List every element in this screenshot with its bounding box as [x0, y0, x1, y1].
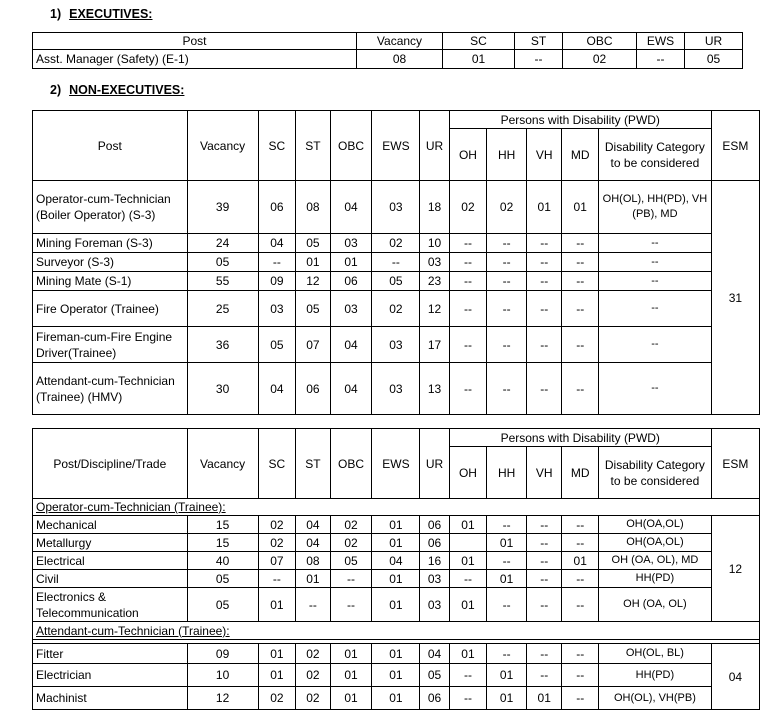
non-executives-heading-text: NON-EXECUTIVES: — [69, 83, 185, 97]
col-header: UR — [685, 33, 743, 50]
cell: -- — [562, 570, 599, 588]
disability-cell: -- — [599, 291, 712, 327]
cell: 05 — [330, 552, 372, 570]
post-cell: Surveyor (S-3) — [33, 253, 188, 272]
cell: -- — [562, 687, 599, 710]
col-header-esm: ESM — [711, 429, 759, 499]
table-row — [33, 644, 760, 664]
cell: 05 — [187, 253, 258, 272]
cell: 12 — [296, 272, 330, 291]
cell: 01 — [449, 516, 487, 534]
disability-cell: OH (OA, OL) — [599, 588, 712, 622]
cell: -- — [449, 687, 487, 710]
post-cell: Mining Mate (S-1) — [33, 272, 188, 291]
cell: -- — [487, 644, 527, 664]
cell: 02 — [563, 50, 637, 69]
cell: -- — [526, 534, 562, 552]
cell: -- — [258, 253, 296, 272]
esm-cell: 04 — [711, 644, 759, 710]
col-header: SC — [443, 33, 515, 50]
cell: 03 — [372, 327, 420, 363]
cell: -- — [487, 552, 527, 570]
cell: 39 — [187, 181, 258, 234]
disability-cell: -- — [599, 253, 712, 272]
table-row — [33, 570, 760, 588]
cell: 02 — [330, 534, 372, 552]
non-executives-table-2 — [32, 428, 760, 710]
cell: 01 — [449, 588, 487, 622]
cell: 06 — [420, 534, 449, 552]
cell: 01 — [372, 570, 420, 588]
cell: -- — [487, 588, 527, 622]
cell — [449, 534, 487, 552]
cell: -- — [526, 664, 562, 687]
col-header-obc: OBC — [330, 111, 372, 181]
cell: -- — [487, 327, 527, 363]
cell: 01 — [487, 534, 527, 552]
cell: 06 — [296, 363, 330, 415]
cell: 04 — [420, 644, 449, 664]
cell: -- — [526, 327, 562, 363]
cell: -- — [562, 516, 599, 534]
cell: -- — [449, 664, 487, 687]
executives-heading — [50, 7, 152, 21]
cell: -- — [562, 272, 599, 291]
cell: 18 — [420, 181, 449, 234]
cell: -- — [449, 291, 487, 327]
post-cell: Mechanical — [33, 516, 188, 534]
table-row — [33, 181, 760, 234]
cell: 55 — [187, 272, 258, 291]
cell: 06 — [420, 516, 449, 534]
col-header: OBC — [563, 33, 637, 50]
esm-cell: 12 — [711, 516, 759, 622]
cell: -- — [487, 291, 527, 327]
cell: -- — [449, 363, 487, 415]
cell: -- — [258, 570, 296, 588]
table-row — [33, 534, 760, 552]
cell: 03 — [420, 253, 449, 272]
table-row — [33, 272, 760, 291]
cell: 04 — [296, 516, 330, 534]
cell: -- — [526, 644, 562, 664]
table-row — [33, 253, 760, 272]
col-header-hh: HH — [487, 129, 527, 181]
cell: -- — [487, 516, 527, 534]
col-header-vh: VH — [526, 129, 562, 181]
cell: -- — [449, 234, 487, 253]
cell: 08 — [296, 552, 330, 570]
cell: -- — [487, 272, 527, 291]
post-cell: Operator-cum-Technician (Boiler Operator) (S-3) — [33, 181, 188, 234]
executives-heading-text: EXECUTIVES: — [69, 7, 153, 21]
executives-header-row — [33, 33, 743, 50]
cell: 03 — [258, 291, 296, 327]
cell: 12 — [420, 291, 449, 327]
cell: -- — [487, 363, 527, 415]
cell: -- — [449, 272, 487, 291]
cell: -- — [487, 234, 527, 253]
cell: 03 — [330, 291, 372, 327]
cell: 01 — [372, 687, 420, 710]
group-title-operator: Operator-cum-Technician (Trainee): — [33, 499, 760, 516]
cell: 06 — [420, 687, 449, 710]
cell: 36 — [187, 327, 258, 363]
col-header-st: ST — [296, 111, 330, 181]
cell: 05 — [372, 272, 420, 291]
cell: -- — [526, 253, 562, 272]
cell: 01 — [449, 552, 487, 570]
post-cell: Attendant-cum-Technician (Trainee) (HMV) — [33, 363, 188, 415]
cell: 17 — [420, 327, 449, 363]
post-cell: Fire Operator (Trainee) — [33, 291, 188, 327]
table-row — [33, 291, 760, 327]
cell: -- — [562, 588, 599, 622]
cell: -- — [526, 570, 562, 588]
cell: -- — [562, 234, 599, 253]
table-row — [33, 664, 760, 687]
cell: 15 — [187, 516, 258, 534]
cell: 04 — [258, 234, 296, 253]
table-row — [33, 516, 760, 534]
cell: 01 — [562, 181, 599, 234]
cell: 01 — [258, 588, 296, 622]
cell: -- — [637, 50, 685, 69]
disability-cell: OH(OL, BL) — [599, 644, 712, 664]
table-row — [33, 552, 760, 570]
cell: 01 — [487, 687, 527, 710]
non-executives-table-1 — [32, 110, 760, 415]
col-header-sc: SC — [258, 429, 296, 499]
col-header-oh: OH — [449, 129, 487, 181]
col-header: Post — [33, 33, 357, 50]
disability-cell: OH(OA,OL) — [599, 534, 712, 552]
group-title-row — [33, 622, 760, 640]
cell: 04 — [330, 327, 372, 363]
esm-cell: 31 — [711, 181, 759, 415]
col-header-oh: OH — [449, 447, 487, 499]
cell: 01 — [330, 687, 372, 710]
cell: 05 — [685, 50, 743, 69]
col-header-ur: UR — [420, 111, 449, 181]
cell: 01 — [296, 570, 330, 588]
col-header: EWS — [637, 33, 685, 50]
cell: 01 — [562, 552, 599, 570]
cell: 02 — [296, 644, 330, 664]
post-cell: Asst. Manager (Safety) (E-1) — [33, 50, 357, 69]
cell: 01 — [487, 664, 527, 687]
cell: -- — [487, 253, 527, 272]
cell: 01 — [526, 687, 562, 710]
cell: -- — [330, 588, 372, 622]
cell: 30 — [187, 363, 258, 415]
cell: 03 — [330, 234, 372, 253]
cell: 01 — [330, 253, 372, 272]
col-header-sc: SC — [258, 111, 296, 181]
cell: 01 — [258, 664, 296, 687]
cell: 13 — [420, 363, 449, 415]
cell: -- — [526, 234, 562, 253]
cell: -- — [562, 664, 599, 687]
post-cell: Fitter — [33, 644, 188, 664]
group-title-attendant: Attendant-cum-Technician (Trainee): — [33, 622, 760, 640]
disability-cell: -- — [599, 363, 712, 415]
cell: 04 — [372, 552, 420, 570]
col-header-vacancy: Vacancy — [187, 111, 258, 181]
post-cell: Fireman-cum-Fire Engine Driver(Trainee) — [33, 327, 188, 363]
cell: -- — [526, 291, 562, 327]
cell: 01 — [372, 588, 420, 622]
post-cell: Electrical — [33, 552, 188, 570]
col-header-pwd: Persons with Disability (PWD) — [449, 429, 711, 447]
cell: 01 — [449, 644, 487, 664]
cell: -- — [526, 516, 562, 534]
post-cell: Electrician — [33, 664, 188, 687]
cell: 01 — [330, 664, 372, 687]
cell: 01 — [372, 664, 420, 687]
non-executives-heading-number: 2) — [50, 83, 62, 97]
col-header-md: MD — [562, 129, 599, 181]
cell: 03 — [372, 181, 420, 234]
cell: 05 — [187, 588, 258, 622]
cell: -- — [562, 327, 599, 363]
cell: 40 — [187, 552, 258, 570]
cell: 02 — [258, 687, 296, 710]
cell: 05 — [187, 570, 258, 588]
cell: -- — [562, 534, 599, 552]
cell: 01 — [372, 516, 420, 534]
cell: 08 — [296, 181, 330, 234]
col-header-disability-category: Disability Category to be considered — [599, 129, 712, 181]
cell: 07 — [258, 552, 296, 570]
table-row — [33, 50, 743, 69]
cell: -- — [296, 588, 330, 622]
cell: 02 — [372, 234, 420, 253]
cell: -- — [449, 253, 487, 272]
cell: 02 — [258, 534, 296, 552]
cell: -- — [562, 644, 599, 664]
cell: 16 — [420, 552, 449, 570]
cell: 09 — [187, 644, 258, 664]
disability-cell: OH(OA,OL) — [599, 516, 712, 534]
cell: 02 — [372, 291, 420, 327]
cell: 01 — [487, 570, 527, 588]
group-title-row — [33, 499, 760, 516]
post-cell: Machinist — [33, 687, 188, 710]
col-header-st: ST — [296, 429, 330, 499]
cell: 06 — [258, 181, 296, 234]
col-header-pwd: Persons with Disability (PWD) — [449, 111, 711, 129]
cell: 01 — [258, 644, 296, 664]
cell: 02 — [296, 687, 330, 710]
cell: -- — [562, 363, 599, 415]
cell: 08 — [357, 50, 443, 69]
cell: 02 — [449, 181, 487, 234]
col-header-md: MD — [562, 447, 599, 499]
table-row — [33, 687, 760, 710]
disability-cell: -- — [599, 327, 712, 363]
cell: 03 — [372, 363, 420, 415]
cell: -- — [562, 253, 599, 272]
table-row — [33, 327, 760, 363]
col-header-vh: VH — [526, 447, 562, 499]
col-header-ews: EWS — [372, 111, 420, 181]
cell: -- — [449, 570, 487, 588]
col-header: ST — [515, 33, 563, 50]
cell: -- — [372, 253, 420, 272]
cell: -- — [330, 570, 372, 588]
col-header-obc: OBC — [330, 429, 372, 499]
cell: 03 — [420, 570, 449, 588]
disability-cell: OH(OL), VH(PB) — [599, 687, 712, 710]
table-row — [33, 234, 760, 253]
executives-table — [32, 32, 743, 69]
cell: 02 — [296, 664, 330, 687]
disability-cell: -- — [599, 272, 712, 291]
cell: 02 — [258, 516, 296, 534]
cell: -- — [449, 327, 487, 363]
cell: 01 — [372, 534, 420, 552]
cell: 04 — [296, 534, 330, 552]
cell: -- — [526, 588, 562, 622]
table-row — [33, 363, 760, 415]
cell: 12 — [187, 687, 258, 710]
cell: 25 — [187, 291, 258, 327]
cell: 15 — [187, 534, 258, 552]
cell: -- — [526, 272, 562, 291]
cell: 04 — [258, 363, 296, 415]
disability-cell: OH (OA, OL), MD — [599, 552, 712, 570]
cell: -- — [515, 50, 563, 69]
post-cell: Civil — [33, 570, 188, 588]
cell: 01 — [443, 50, 515, 69]
cell: 06 — [330, 272, 372, 291]
cell: 02 — [330, 516, 372, 534]
cell: -- — [526, 552, 562, 570]
col-header-ur: UR — [420, 429, 449, 499]
cell: 01 — [526, 181, 562, 234]
disability-cell: HH(PD) — [599, 570, 712, 588]
col-header-hh: HH — [487, 447, 527, 499]
col-header-ews: EWS — [372, 429, 420, 499]
cell: -- — [526, 363, 562, 415]
cell: -- — [562, 291, 599, 327]
cell: 05 — [420, 664, 449, 687]
post-cell: Mining Foreman (S-3) — [33, 234, 188, 253]
cell: 10 — [420, 234, 449, 253]
cell: 04 — [330, 363, 372, 415]
cell: 10 — [187, 664, 258, 687]
col-header: Vacancy — [357, 33, 443, 50]
post-cell: Electronics & Telecommunication — [33, 588, 188, 622]
cell: 01 — [330, 644, 372, 664]
executives-heading-number: 1) — [50, 7, 62, 21]
table-row — [33, 588, 760, 622]
cell: 05 — [296, 291, 330, 327]
disability-cell: HH(PD) — [599, 664, 712, 687]
col-header-post: Post/Discipline/Trade — [33, 429, 188, 499]
cell: 04 — [330, 181, 372, 234]
cell: 05 — [296, 234, 330, 253]
post-cell: Metallurgy — [33, 534, 188, 552]
disability-cell: OH(OL), HH(PD), VH (PB), MD — [599, 181, 712, 234]
cell: 01 — [372, 644, 420, 664]
cell: 09 — [258, 272, 296, 291]
cell: 01 — [296, 253, 330, 272]
cell: 07 — [296, 327, 330, 363]
cell: 24 — [187, 234, 258, 253]
cell: 23 — [420, 272, 449, 291]
col-header-post: Post — [33, 111, 188, 181]
col-header-vacancy: Vacancy — [187, 429, 258, 499]
cell: 05 — [258, 327, 296, 363]
cell: 03 — [420, 588, 449, 622]
non-executives-heading — [50, 83, 184, 97]
col-header-esm: ESM — [711, 111, 759, 181]
cell: 02 — [487, 181, 527, 234]
col-header-disability-category: Disability Category to be considered — [599, 447, 712, 499]
disability-cell: -- — [599, 234, 712, 253]
